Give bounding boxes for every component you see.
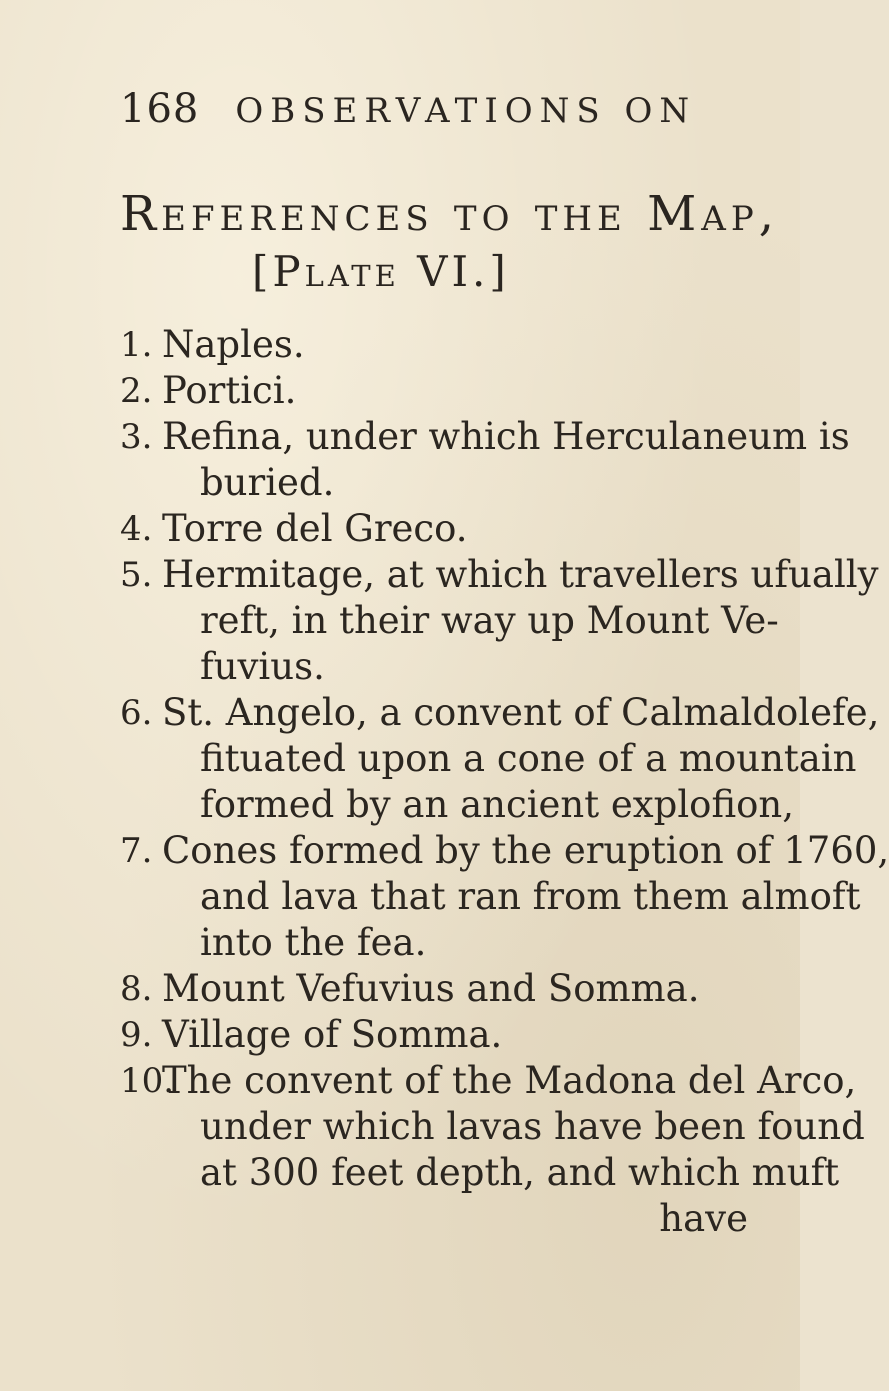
reference-line: fuvius. [200, 645, 325, 688]
reference-item [120, 506, 780, 552]
catchword: have [659, 1197, 748, 1240]
reference-line: Portici. [162, 369, 297, 412]
reference-line: and lava that ran from them almoft [200, 875, 861, 918]
reference-line: into the fea. [200, 921, 427, 964]
reference-item [120, 322, 780, 368]
reference-line: Naples. [162, 323, 305, 366]
reference-item [120, 368, 780, 414]
heading-text: References to the Map, [120, 186, 779, 242]
reference-number: 1. [120, 325, 153, 365]
reference-number: 6. [120, 693, 153, 733]
reference-line: buried. [200, 461, 335, 504]
reference-number: 10. [120, 1061, 175, 1101]
reference-line: St. Angelo, a convent of Calmaldolefe, [162, 691, 880, 734]
reference-line: fituated upon a cone of a mountain [200, 737, 857, 780]
reference-line: under which lavas have been found [200, 1105, 865, 1148]
reference-item [120, 1012, 780, 1058]
reference-number: 4. [120, 509, 153, 549]
reference-line: The convent of the Madona del Arco, [162, 1059, 857, 1102]
reference-number: 5. [120, 555, 153, 595]
reference-line: Cones formed by the eruption of 1760, [162, 829, 889, 872]
reference-list [120, 322, 889, 1242]
reference-line: at 300 feet depth, and which muft [200, 1151, 840, 1194]
reference-number: 8. [120, 969, 153, 1009]
reference-number: 3. [120, 417, 153, 457]
reference-line: formed by an ancient explofion, [200, 783, 794, 826]
reference-number: 9. [120, 1015, 153, 1055]
reference-line: Torre del Greco. [162, 507, 468, 550]
running-title: OBSERVATIONS ON [235, 91, 697, 131]
running-head [120, 86, 696, 132]
section-heading [120, 186, 779, 242]
reference-number: 2. [120, 371, 153, 411]
reference-number: 7. [120, 831, 153, 871]
reference-item [120, 966, 780, 1012]
reference-item [120, 552, 879, 690]
plate-reference [252, 247, 510, 296]
reference-item [120, 828, 889, 966]
plate-reference-text: [Plate VI.] [252, 247, 510, 296]
reference-line: Village of Somma. [162, 1013, 503, 1056]
reference-line: Refina, under which Herculaneum is [162, 415, 850, 458]
reference-item [120, 414, 850, 506]
reference-item [120, 1058, 865, 1242]
reference-line: Mount Vefuvius and Somma. [162, 967, 700, 1010]
reference-line: reft, in their way up Mount Ve- [200, 599, 779, 642]
reference-item [120, 690, 880, 828]
reference-line: Hermitage, at which travellers ufually [162, 553, 879, 596]
page-number: 168 [120, 86, 200, 132]
